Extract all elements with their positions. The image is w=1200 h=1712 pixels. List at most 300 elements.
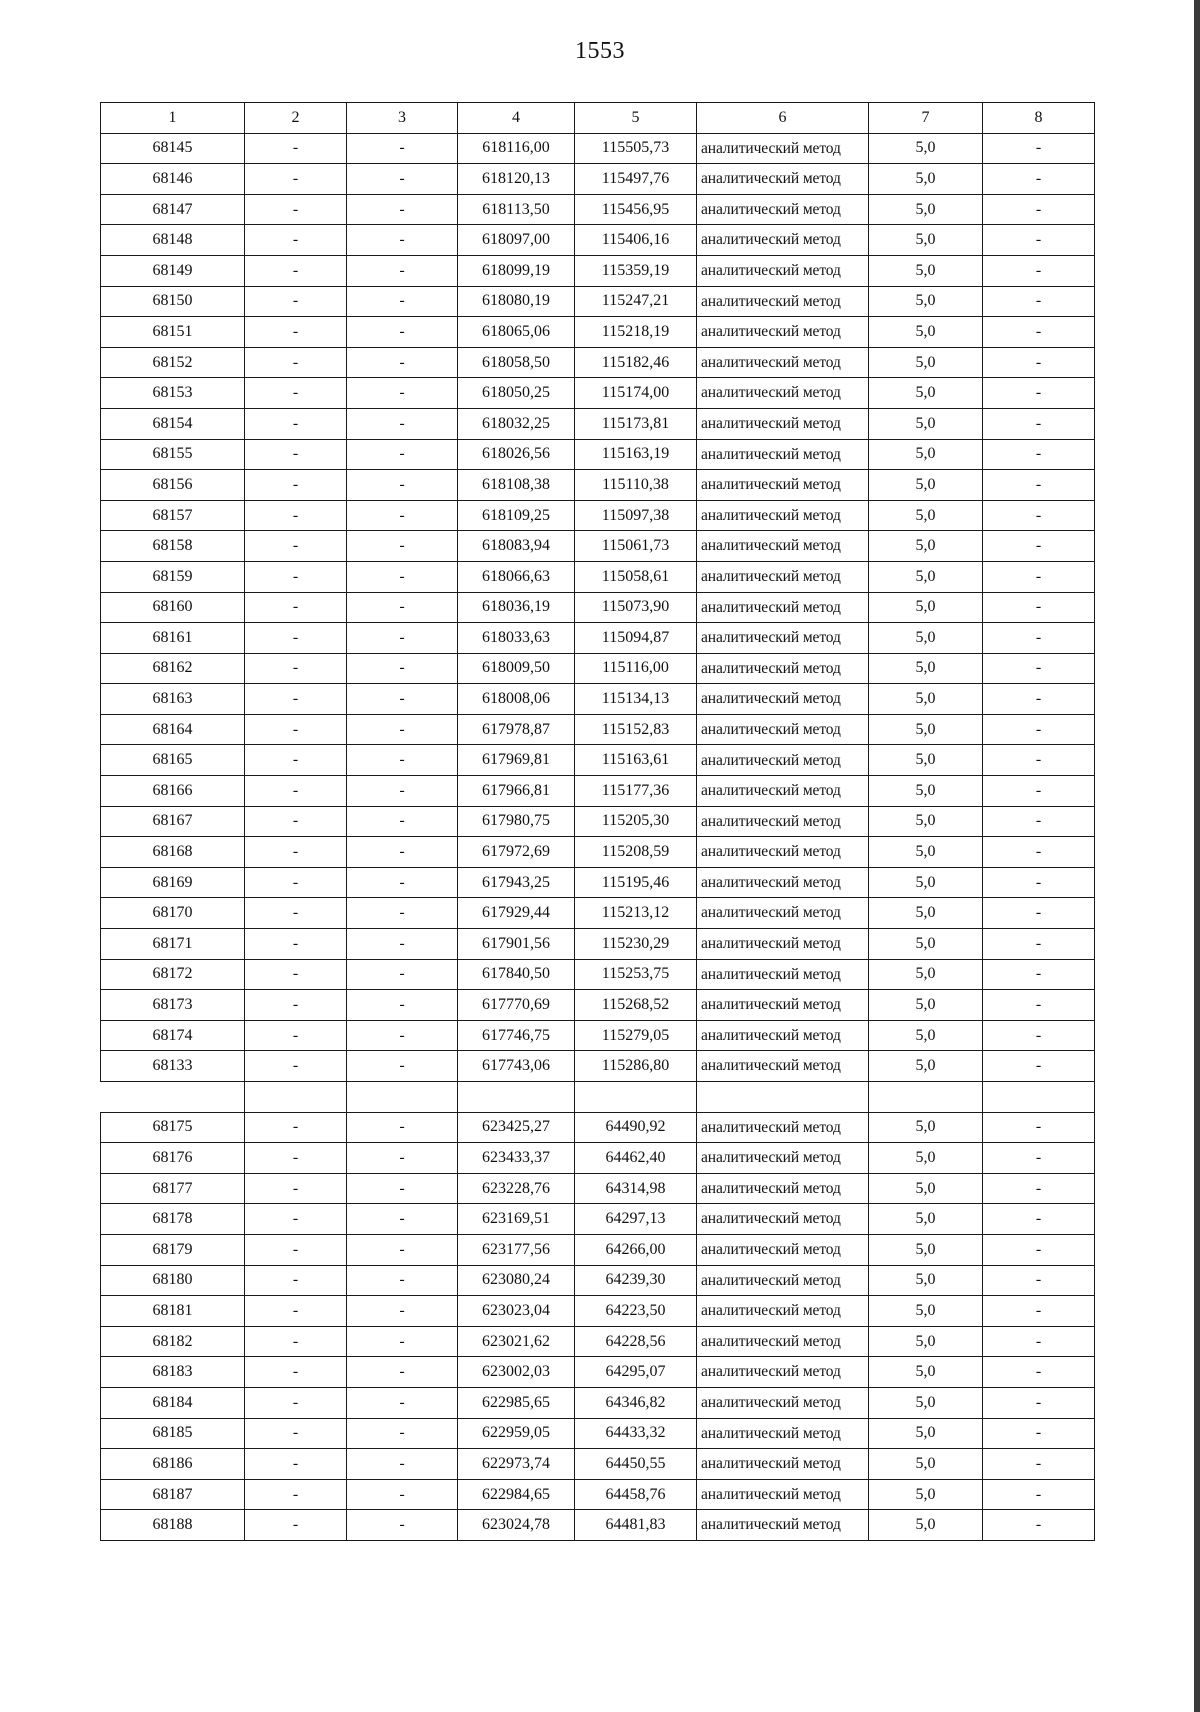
- table-header: [101, 103, 1095, 134]
- table-cell-col-1: 68181: [101, 1296, 245, 1327]
- table-cell-col-6: аналитический метод: [697, 439, 869, 470]
- table-cell-col-8: -: [983, 1173, 1095, 1204]
- table-cell-col-1: 68179: [101, 1234, 245, 1265]
- table-cell-col-1: 68167: [101, 806, 245, 837]
- table-cell-col-4: 617978,87: [458, 714, 575, 745]
- table-cell-col-1: 68147: [101, 194, 245, 225]
- table-cell-col-1: 68175: [101, 1112, 245, 1143]
- table-cell-col-5: 64266,00: [575, 1234, 697, 1265]
- table-cell-col-6: аналитический метод: [697, 470, 869, 501]
- table-cell-col-8: -: [983, 1357, 1095, 1388]
- table-cell-col-6: аналитический метод: [697, 714, 869, 745]
- table-cell-col-7: 5,0: [869, 561, 983, 592]
- table-cell-col-7: 5,0: [869, 531, 983, 562]
- table-row: [101, 1173, 1095, 1204]
- table-cell-col-2: -: [245, 745, 347, 776]
- table-cell-col-5: 115406,16: [575, 225, 697, 256]
- table-cell-col-5: 115218,19: [575, 317, 697, 348]
- table-row: [101, 1112, 1095, 1143]
- table-cell-col-3: -: [347, 1051, 458, 1082]
- table-cell-col-2: -: [245, 623, 347, 654]
- table-cell-col-1: 68173: [101, 990, 245, 1021]
- table-row: [101, 1479, 1095, 1510]
- table-cell-col-5: 115116,00: [575, 653, 697, 684]
- table-cell-col-4: 623023,04: [458, 1296, 575, 1327]
- table-cell-col-5: 115177,36: [575, 776, 697, 807]
- table-cell-col-6: аналитический метод: [697, 898, 869, 929]
- table-cell-col-8: -: [983, 1234, 1095, 1265]
- table-cell-col-3: -: [347, 1112, 458, 1143]
- table-cell-col-1: 68153: [101, 378, 245, 409]
- table-cell-col-1: 68162: [101, 653, 245, 684]
- table-cell-col-3: -: [347, 164, 458, 195]
- table-cell-col-8: -: [983, 408, 1095, 439]
- table-cell-col-8: -: [983, 1326, 1095, 1357]
- table-cell-col-4: 623425,27: [458, 1112, 575, 1143]
- table-cell-col-1: 68150: [101, 286, 245, 317]
- table-cell-col-8: -: [983, 225, 1095, 256]
- table-cell-col-4: 617840,50: [458, 959, 575, 990]
- table-cell-col-5: 115061,73: [575, 531, 697, 562]
- table-cell-col-8: -: [983, 776, 1095, 807]
- table-cell-col-2: -: [245, 378, 347, 409]
- table-cell-col-2: -: [245, 1296, 347, 1327]
- table-cell-col-2: -: [245, 990, 347, 1021]
- table-row: [101, 194, 1095, 225]
- table-cell-col-4: 622973,74: [458, 1449, 575, 1480]
- table-cell-col-7: 5,0: [869, 1479, 983, 1510]
- table-cell-col-7: 5,0: [869, 867, 983, 898]
- table-cell-col-6: аналитический метод: [697, 255, 869, 286]
- table-row: [101, 1265, 1095, 1296]
- table-cell-col-8: -: [983, 1418, 1095, 1449]
- table-cell-col-8: -: [983, 990, 1095, 1021]
- table-cell-col-5: 115497,76: [575, 164, 697, 195]
- table-cell-col-8: -: [983, 255, 1095, 286]
- table-cell-col-5: 115268,52: [575, 990, 697, 1021]
- table-cell-col-4: 618032,25: [458, 408, 575, 439]
- table-cell-col-5: 115279,05: [575, 1020, 697, 1051]
- table-cell-col-4: 618108,38: [458, 470, 575, 501]
- table-cell-col-7: 5,0: [869, 592, 983, 623]
- table-cell-col-7: 5,0: [869, 1265, 983, 1296]
- table-cell-col-1: 68188: [101, 1510, 245, 1541]
- table-cell-col-6: аналитический метод: [697, 317, 869, 348]
- table-cell-col-5: 115110,38: [575, 470, 697, 501]
- header-cell: 5: [575, 103, 697, 134]
- spacer-cell: [983, 1082, 1095, 1113]
- table-cell-col-2: -: [245, 837, 347, 868]
- table-cell-col-5: 115058,61: [575, 561, 697, 592]
- table-cell-col-7: 5,0: [869, 500, 983, 531]
- spacer-cell: [458, 1082, 575, 1113]
- table-cell-col-1: 68145: [101, 133, 245, 164]
- table-cell-col-1: 68172: [101, 959, 245, 990]
- table-cell-col-7: 5,0: [869, 684, 983, 715]
- table-cell-col-6: аналитический метод: [697, 1510, 869, 1541]
- table-cell-col-7: 5,0: [869, 470, 983, 501]
- table-cell-col-5: 64433,32: [575, 1418, 697, 1449]
- table-cell-col-5: 64223,50: [575, 1296, 697, 1327]
- table-cell-col-8: -: [983, 133, 1095, 164]
- table-row: [101, 1143, 1095, 1174]
- table-cell-col-3: -: [347, 1296, 458, 1327]
- table-cell-col-7: 5,0: [869, 1173, 983, 1204]
- table-cell-col-7: 5,0: [869, 225, 983, 256]
- table-cell-col-5: 115505,73: [575, 133, 697, 164]
- table-cell-col-3: -: [347, 1326, 458, 1357]
- table-row: [101, 714, 1095, 745]
- header-row: [101, 103, 1095, 134]
- table-cell-col-8: -: [983, 1204, 1095, 1235]
- table-cell-col-1: 68163: [101, 684, 245, 715]
- table-cell-col-8: -: [983, 500, 1095, 531]
- table-cell-col-4: 622985,65: [458, 1387, 575, 1418]
- table-cell-col-4: 618109,25: [458, 500, 575, 531]
- table-cell-col-2: -: [245, 1449, 347, 1480]
- table-cell-col-4: 618058,50: [458, 347, 575, 378]
- table-cell-col-7: 5,0: [869, 1296, 983, 1327]
- table-row: [101, 990, 1095, 1021]
- table-row: [101, 133, 1095, 164]
- table-cell-col-7: 5,0: [869, 439, 983, 470]
- table-cell-col-8: -: [983, 1051, 1095, 1082]
- table-cell-col-8: -: [983, 929, 1095, 960]
- spacer-cell: [245, 1082, 347, 1113]
- table-cell-col-1: 68164: [101, 714, 245, 745]
- table-cell-col-4: 617943,25: [458, 867, 575, 898]
- table-cell-col-4: 618033,63: [458, 623, 575, 654]
- table-cell-col-5: 115174,00: [575, 378, 697, 409]
- table-cell-col-5: 115182,46: [575, 347, 697, 378]
- table-cell-col-6: аналитический метод: [697, 806, 869, 837]
- table-cell-col-3: -: [347, 408, 458, 439]
- table-cell-col-2: -: [245, 1173, 347, 1204]
- table-cell-col-2: -: [245, 561, 347, 592]
- table-cell-col-1: 68183: [101, 1357, 245, 1388]
- table-cell-col-3: -: [347, 500, 458, 531]
- table-cell-col-2: -: [245, 1143, 347, 1174]
- table-row: [101, 867, 1095, 898]
- table-row: [101, 439, 1095, 470]
- table-cell-col-5: 115163,61: [575, 745, 697, 776]
- table-cell-col-7: 5,0: [869, 1418, 983, 1449]
- table-cell-col-2: -: [245, 776, 347, 807]
- table-row: [101, 837, 1095, 868]
- table-cell-col-8: -: [983, 378, 1095, 409]
- table-cell-col-3: -: [347, 990, 458, 1021]
- table-cell-col-5: 115163,19: [575, 439, 697, 470]
- table-cell-col-8: -: [983, 623, 1095, 654]
- table-cell-col-2: -: [245, 1204, 347, 1235]
- table-cell-col-3: -: [347, 1173, 458, 1204]
- table-cell-col-7: 5,0: [869, 255, 983, 286]
- table-cell-col-4: 618050,25: [458, 378, 575, 409]
- table-cell-col-5: 64462,40: [575, 1143, 697, 1174]
- table-cell-col-3: -: [347, 317, 458, 348]
- table-row: [101, 623, 1095, 654]
- table-row: [101, 592, 1095, 623]
- table-cell-col-4: 617929,44: [458, 898, 575, 929]
- page-number: 1553: [575, 38, 625, 64]
- table-cell-col-1: 68168: [101, 837, 245, 868]
- header-cell: 1: [101, 103, 245, 134]
- table-cell-col-5: 115152,83: [575, 714, 697, 745]
- table-cell-col-3: -: [347, 378, 458, 409]
- table-cell-col-2: -: [245, 1510, 347, 1541]
- table-row: [101, 653, 1095, 684]
- table-cell-col-7: 5,0: [869, 1112, 983, 1143]
- table-cell-col-4: 618097,00: [458, 225, 575, 256]
- table-cell-col-7: 5,0: [869, 1020, 983, 1051]
- table-cell-col-5: 115097,38: [575, 500, 697, 531]
- table-cell-col-1: 68169: [101, 867, 245, 898]
- table-cell-col-8: -: [983, 1387, 1095, 1418]
- table-cell-col-8: -: [983, 347, 1095, 378]
- table-cell-col-3: -: [347, 867, 458, 898]
- table-row: [101, 1020, 1095, 1051]
- table-cell-col-2: -: [245, 806, 347, 837]
- table-cell-col-3: -: [347, 531, 458, 562]
- header-cell: 2: [245, 103, 347, 134]
- table-cell-col-3: -: [347, 806, 458, 837]
- table-cell-col-7: 5,0: [869, 653, 983, 684]
- table-cell-col-8: -: [983, 317, 1095, 348]
- table-cell-col-7: 5,0: [869, 1510, 983, 1541]
- table-cell-col-1: 68149: [101, 255, 245, 286]
- table-cell-col-1: 68174: [101, 1020, 245, 1051]
- table-cell-col-5: 64297,13: [575, 1204, 697, 1235]
- table-cell-col-5: 115456,95: [575, 194, 697, 225]
- table-cell-col-4: 618026,56: [458, 439, 575, 470]
- table-cell-col-6: аналитический метод: [697, 1449, 869, 1480]
- table-cell-col-3: -: [347, 745, 458, 776]
- table-cell-col-5: 64295,07: [575, 1357, 697, 1388]
- table-cell-col-8: -: [983, 439, 1095, 470]
- table-cell-col-8: -: [983, 806, 1095, 837]
- table-cell-col-6: аналитический метод: [697, 1051, 869, 1082]
- table-cell-col-2: -: [245, 1234, 347, 1265]
- table-cell-col-8: -: [983, 684, 1095, 715]
- table-cell-col-8: -: [983, 745, 1095, 776]
- table-cell-col-7: 5,0: [869, 714, 983, 745]
- table-cell-col-6: аналитический метод: [697, 592, 869, 623]
- table-cell-col-2: -: [245, 1265, 347, 1296]
- table-cell-col-8: -: [983, 1265, 1095, 1296]
- table-cell-col-1: 68158: [101, 531, 245, 562]
- table-cell-col-4: 623169,51: [458, 1204, 575, 1235]
- table-cell-col-6: аналитический метод: [697, 561, 869, 592]
- table-cell-col-6: аналитический метод: [697, 531, 869, 562]
- table-cell-col-2: -: [245, 653, 347, 684]
- table-cell-col-4: 617969,81: [458, 745, 575, 776]
- table-cell-col-3: -: [347, 623, 458, 654]
- table-cell-col-1: 68152: [101, 347, 245, 378]
- table-cell-col-7: 5,0: [869, 1051, 983, 1082]
- table-cell-col-7: 5,0: [869, 378, 983, 409]
- table-row: [101, 470, 1095, 501]
- table-cell-col-3: -: [347, 439, 458, 470]
- table-cell-col-6: аналитический метод: [697, 408, 869, 439]
- table-cell-col-2: -: [245, 867, 347, 898]
- page-edge: [1194, 0, 1200, 1712]
- table-cell-col-6: аналитический метод: [697, 929, 869, 960]
- table-cell-col-4: 618036,19: [458, 592, 575, 623]
- table-cell-col-5: 64314,98: [575, 1173, 697, 1204]
- table-cell-col-2: -: [245, 317, 347, 348]
- table-cell-col-6: аналитический метод: [697, 1418, 869, 1449]
- table-cell-col-4: 622959,05: [458, 1418, 575, 1449]
- table-cell-col-3: -: [347, 133, 458, 164]
- table-cell-col-6: аналитический метод: [697, 1265, 869, 1296]
- table-cell-col-6: аналитический метод: [697, 959, 869, 990]
- table-cell-col-1: 68146: [101, 164, 245, 195]
- table-cell-col-7: 5,0: [869, 1357, 983, 1388]
- table-cell-col-7: 5,0: [869, 959, 983, 990]
- table-row: [101, 898, 1095, 929]
- table-row: [101, 745, 1095, 776]
- table-cell-col-5: 115134,13: [575, 684, 697, 715]
- table-cell-col-7: 5,0: [869, 806, 983, 837]
- table-row: [101, 684, 1095, 715]
- table-cell-col-3: -: [347, 1357, 458, 1388]
- table-cell-col-3: -: [347, 194, 458, 225]
- table-cell-col-1: 68151: [101, 317, 245, 348]
- table-cell-col-8: -: [983, 1479, 1095, 1510]
- table-cell-col-3: -: [347, 470, 458, 501]
- table-cell-col-3: -: [347, 1510, 458, 1541]
- table-cell-col-7: 5,0: [869, 133, 983, 164]
- table-cell-col-7: 5,0: [869, 286, 983, 317]
- table-cell-col-7: 5,0: [869, 317, 983, 348]
- table-cell-col-2: -: [245, 439, 347, 470]
- table-cell-col-4: 618099,19: [458, 255, 575, 286]
- table-cell-col-3: -: [347, 286, 458, 317]
- table-cell-col-5: 64481,83: [575, 1510, 697, 1541]
- table-row: [101, 1051, 1095, 1082]
- table-cell-col-2: -: [245, 592, 347, 623]
- spacer-cell: [575, 1082, 697, 1113]
- table-cell-col-3: -: [347, 714, 458, 745]
- table-cell-col-4: 618008,06: [458, 684, 575, 715]
- table-cell-col-6: аналитический метод: [697, 1387, 869, 1418]
- table-cell-col-7: 5,0: [869, 623, 983, 654]
- table-row: [101, 776, 1095, 807]
- table-cell-col-1: 68148: [101, 225, 245, 256]
- table-row: [101, 561, 1095, 592]
- table-cell-col-3: -: [347, 776, 458, 807]
- table-cell-col-3: -: [347, 1020, 458, 1051]
- table-row: [101, 1234, 1095, 1265]
- table-cell-col-8: -: [983, 714, 1095, 745]
- header-cell: 6: [697, 103, 869, 134]
- table-cell-col-5: 115359,19: [575, 255, 697, 286]
- table-cell-col-5: 115205,30: [575, 806, 697, 837]
- table-cell-col-5: 64346,82: [575, 1387, 697, 1418]
- table-cell-col-6: аналитический метод: [697, 776, 869, 807]
- table-cell-col-8: -: [983, 1020, 1095, 1051]
- table-cell-col-7: 5,0: [869, 1449, 983, 1480]
- table-cell-col-2: -: [245, 225, 347, 256]
- table-cell-col-1: 68180: [101, 1265, 245, 1296]
- table-cell-col-6: аналитический метод: [697, 347, 869, 378]
- table-cell-col-2: -: [245, 1387, 347, 1418]
- table-cell-col-8: -: [983, 867, 1095, 898]
- table-cell-col-4: 623021,62: [458, 1326, 575, 1357]
- table-cell-col-8: -: [983, 837, 1095, 868]
- table-cell-col-3: -: [347, 1418, 458, 1449]
- table-cell-col-5: 64228,56: [575, 1326, 697, 1357]
- table-cell-col-4: 623177,56: [458, 1234, 575, 1265]
- table-cell-col-1: 68186: [101, 1449, 245, 1480]
- table-cell-col-7: 5,0: [869, 1387, 983, 1418]
- table-cell-col-6: аналитический метод: [697, 164, 869, 195]
- table-body-block-2: [101, 1112, 1095, 1540]
- table-cell-col-4: 617770,69: [458, 990, 575, 1021]
- table-row: [101, 1296, 1095, 1327]
- table-cell-col-3: -: [347, 592, 458, 623]
- table-cell-col-5: 115195,46: [575, 867, 697, 898]
- table-row: [101, 500, 1095, 531]
- table-cell-col-4: 623433,37: [458, 1143, 575, 1174]
- table-cell-col-5: 64458,76: [575, 1479, 697, 1510]
- table-cell-col-4: 617966,81: [458, 776, 575, 807]
- table-cell-col-5: 115213,12: [575, 898, 697, 929]
- table-row: [101, 959, 1095, 990]
- table-cell-col-3: -: [347, 255, 458, 286]
- table-cell-col-3: -: [347, 1204, 458, 1235]
- table-cell-col-6: аналитический метод: [697, 194, 869, 225]
- table-cell-col-5: 115094,87: [575, 623, 697, 654]
- table-cell-col-8: -: [983, 164, 1095, 195]
- table-cell-col-3: -: [347, 1449, 458, 1480]
- table-cell-col-6: аналитический метод: [697, 286, 869, 317]
- table-cell-col-6: аналитический метод: [697, 745, 869, 776]
- table-cell-col-4: 623002,03: [458, 1357, 575, 1388]
- table-cell-col-1: 68161: [101, 623, 245, 654]
- table-cell-col-3: -: [347, 1387, 458, 1418]
- table-cell-col-4: 617743,06: [458, 1051, 575, 1082]
- table-cell-col-6: аналитический метод: [697, 1173, 869, 1204]
- table-cell-col-2: -: [245, 1051, 347, 1082]
- table-cell-col-1: 68178: [101, 1204, 245, 1235]
- table-cell-col-7: 5,0: [869, 837, 983, 868]
- table-cell-col-8: -: [983, 1296, 1095, 1327]
- table-cell-col-2: -: [245, 898, 347, 929]
- table-cell-col-6: аналитический метод: [697, 133, 869, 164]
- table-cell-col-7: 5,0: [869, 929, 983, 960]
- table-cell-col-4: 617901,56: [458, 929, 575, 960]
- table-row: [101, 408, 1095, 439]
- table-cell-col-5: 115286,80: [575, 1051, 697, 1082]
- table-cell-col-4: 618120,13: [458, 164, 575, 195]
- spacer-cell: [101, 1082, 245, 1113]
- table-cell-col-4: 617972,69: [458, 837, 575, 868]
- table-row: [101, 255, 1095, 286]
- table-row: [101, 1510, 1095, 1541]
- table-cell-col-1: 68133: [101, 1051, 245, 1082]
- table-cell-col-6: аналитический метод: [697, 1326, 869, 1357]
- table-cell-col-3: -: [347, 684, 458, 715]
- table-cell-col-4: 618066,63: [458, 561, 575, 592]
- table-cell-col-8: -: [983, 653, 1095, 684]
- table-cell-col-8: -: [983, 561, 1095, 592]
- table-row: [101, 929, 1095, 960]
- table-cell-col-3: -: [347, 1143, 458, 1174]
- table-cell-col-8: -: [983, 286, 1095, 317]
- table-cell-col-1: 68182: [101, 1326, 245, 1357]
- table-cell-col-5: 64490,92: [575, 1112, 697, 1143]
